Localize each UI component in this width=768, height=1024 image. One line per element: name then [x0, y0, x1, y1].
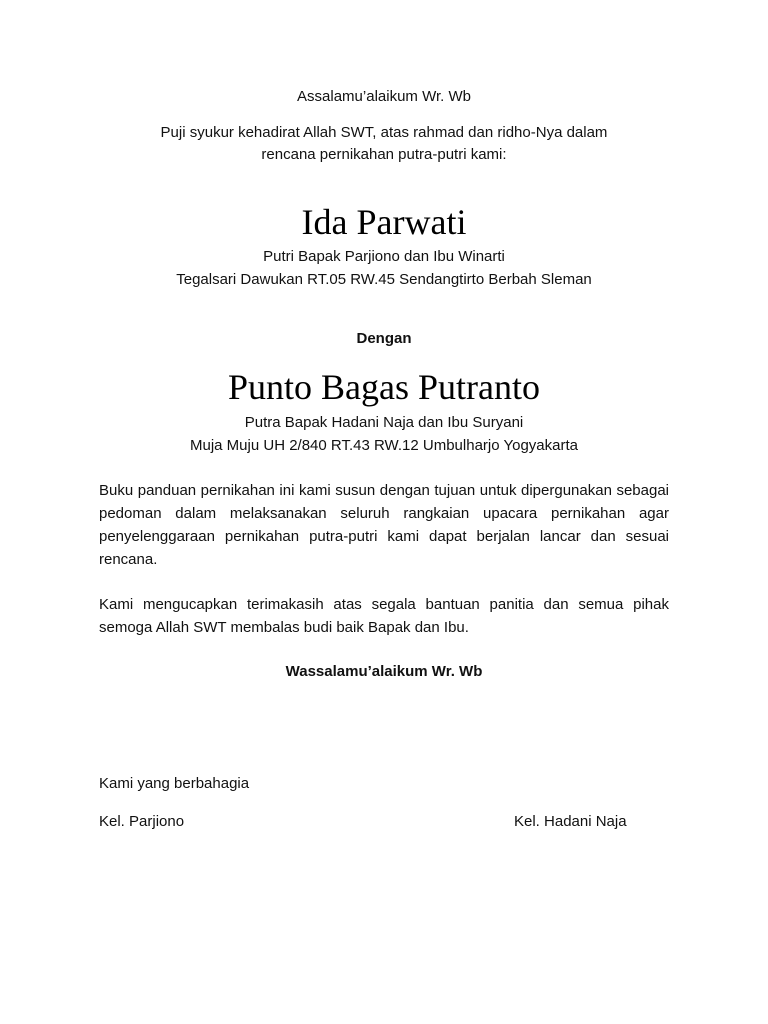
paragraph-thanks: Kami mengucapkan terimakasih atas segala bantuan panitia dan semua pihak semoga Allah SWT membalas budi baik Bapak dan Ibu.	[99, 596, 669, 636]
opening-greeting: Assalamu’alaikum Wr. Wb	[297, 88, 471, 105]
intro-line-2: rencana pernikahan putra-putri kami:	[261, 146, 507, 163]
groom-parents: Putra Bapak Hadani Naja dan Ibu Suryani	[244, 414, 524, 431]
intro-line-1: Puji syukur kehadirat Allah SWT, atas rahmad dan ridho-Nya dalam	[160, 124, 608, 141]
groom-address: Muja Muju UH 2/840 RT.43 RW.12 Umbulharjo Yogyakarta	[190, 437, 578, 454]
groom-name: Punto Bagas Putranto	[228, 367, 540, 407]
paragraph-guidebook: Buku panduan pernikahan ini kami susun dengan tujuan untuk dipergunakan sebagai pedoman dalam melaksanakan seluruh rangkaian upacara pernikahan agar penyelenggaraan pernikahan putra-putri kami dapat berjalan lancar dan sesuai rencana.	[99, 482, 669, 568]
connector-text: Dengan	[356, 330, 412, 347]
bride-parents: Putri Bapak Parjiono dan Ibu Winarti	[263, 248, 505, 265]
signature-left: Kel. Parjiono	[99, 813, 185, 830]
signature-right: Kel. Hadani Naja	[514, 813, 627, 830]
bride-address: Tegalsari Dawukan RT.05 RW.45 Sendangtirto Berbah Sleman	[176, 271, 592, 288]
closing-phrase: Kami yang berbahagia	[99, 775, 250, 792]
closing-greeting: Wassalamu’alaikum Wr. Wb	[285, 663, 483, 680]
bride-name: Ida Parwati	[301, 202, 467, 242]
